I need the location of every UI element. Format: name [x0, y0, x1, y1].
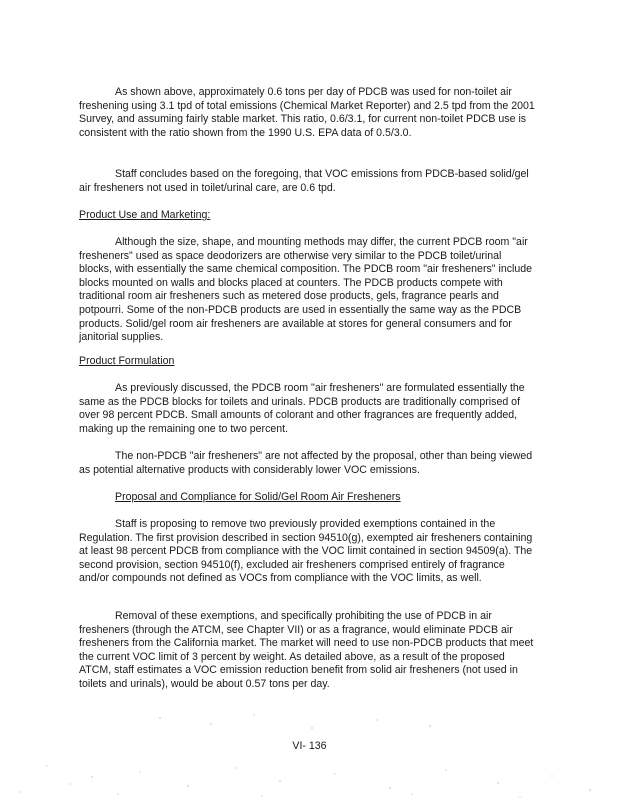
- paragraph-removal-of-exemptions: Removal of these exemptions, and specifically prohibiting the use of PDCB in air fresheners (through the ATCM, see Chapter VII) or as a fragrance, would eliminate PDCB air fresheners from the California market. The market will need to use non-PDCB products that meet the current VOC limit of 3 percent by weight. As detailed above, as a result of the proposed ATCM, staff estimates a VOC emission reduction benefit from solid air fresheners (not used in toilets and urinals), would be about 0.57 tons per day.: [79, 610, 534, 690]
- paragraph-proposal: Staff is proposing to remove two previously provided exemptions contained in the Regulation. The first provision described in section 94510(g), exempted air fresheners containing at least 98 percent PDCB from compliance with the VOC limit contained in section 94509(a). The second provision, section 94510(f), excluded air fresheners comprised entirely of fragrance and/or compounds not defined as VOCs from compliance with the VOC limits, as well.: [79, 518, 533, 585]
- heading-proposal-compliance: Proposal and Compliance for Solid/Gel Room Air Fresheners: [115, 491, 401, 503]
- heading-product-use: Product Use and Marketing:: [79, 209, 211, 221]
- heading-product-formulation: Product Formulation: [79, 355, 175, 367]
- paragraph-non-pdcb: The non-PDCB "air fresheners" are not affected by the proposal, other than being viewed as potential alternative products with considerably lower VOC emissions.: [79, 450, 533, 476]
- paragraph-staff-conclusion: Staff concludes based on the foregoing, that VOC emissions from PDCB-based solid/gel air fresheners not used in toilet/urinal care, are 0.6 tpd.: [79, 168, 529, 194]
- scan-noise: [0, 706, 619, 800]
- page-number: VI- 136: [292, 740, 327, 752]
- paragraph-product-use: Although the size, shape, and mounting methods may differ, the current PDCB room "air fresheners" used as space deodorizers are otherwise very similar to the PDCB toilet/urinal blocks, with essentially the same chemical composition. The PDCB room "air fresheners" include blocks mounted on walls and blocks placed at counters. The PDCB products compete with traditional room air fresheners such as metered dose products, gels, fragrance pearls and potpourri. Some of the non-PDCB products are used in essentially the same way as the PDCB products. Solid/gel room air fresheners are available at stores for general consumers and for janitorial supplies.: [79, 236, 533, 344]
- paragraph-pdcb-usage-ratio: As shown above, approximately 0.6 tons per day of PDCB was used for non-toilet air freshening using 3.1 tpd of total emissions (Chemical Market Reporter) and 2.5 tpd from the 2001 Survey, and assuming fairly stable market. This ratio, 0.6/3.1, for current non-toilet PDCB use is consistent with the ratio shown from the 1990 U.S. EPA data of 0.5/3.0.: [79, 86, 535, 139]
- paragraph-product-formulation: As previously discussed, the PDCB room "air fresheners" are formulated essentially the same as the PDCB blocks for toilets and urinals. PDCB products are traditionally comprised of over 98 percent PDCB. Small amounts of colorant and other fragrances are frequently added, making up the remaining one to two percent.: [79, 382, 525, 435]
